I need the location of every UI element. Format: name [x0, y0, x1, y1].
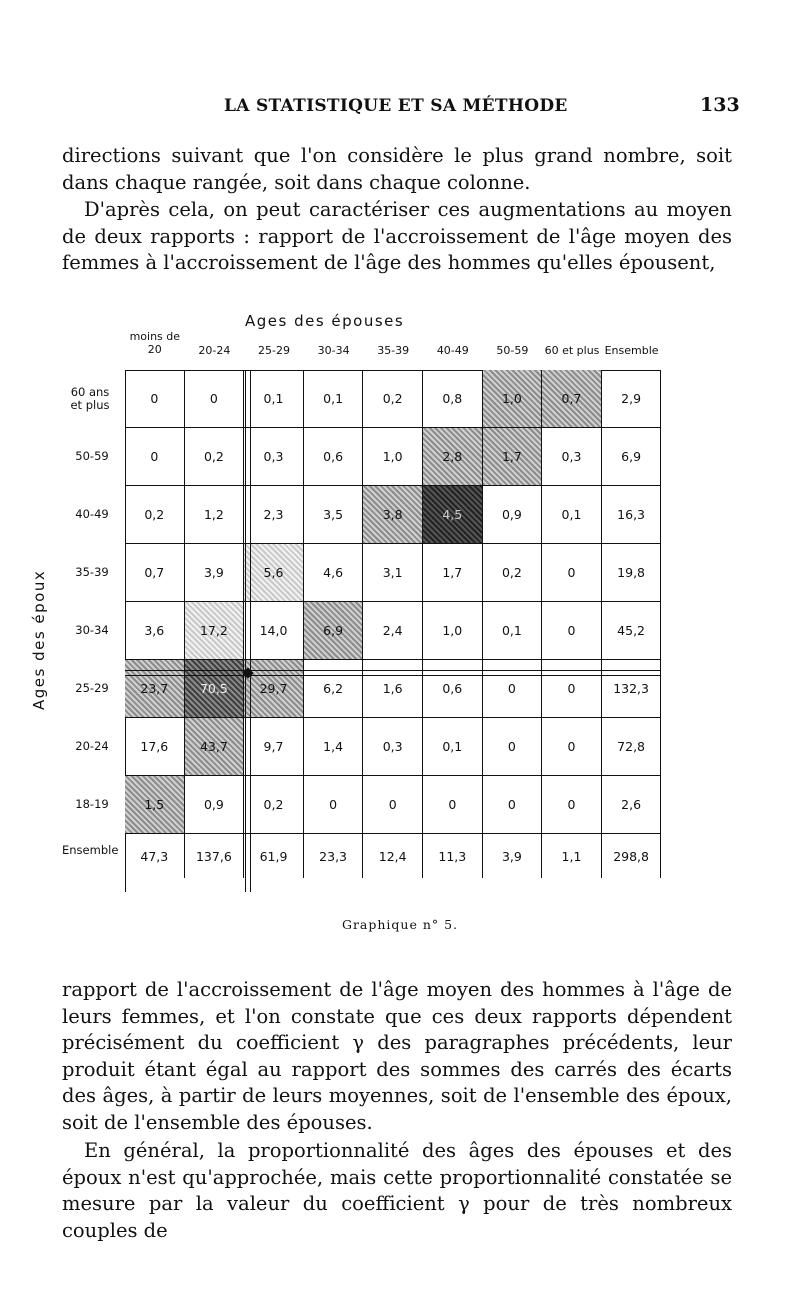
page-header: [0, 94, 800, 124]
table-cell: 61,9: [244, 834, 304, 878]
column-header-1: [121, 330, 189, 356]
table-cell: 1,1: [542, 834, 602, 878]
table-cell: 6,9: [304, 602, 364, 660]
column-axis-title: Ages des épouses: [245, 312, 405, 330]
table-cell: 5,6: [244, 544, 304, 602]
table-cell: 0,3: [363, 718, 423, 776]
column-header-4: [300, 344, 368, 357]
table-cell: 1,0: [363, 428, 423, 486]
table-cell: 1,7: [483, 428, 543, 486]
column-header-line1: moins de: [129, 330, 181, 343]
paragraph-4: En général, la proportionnalité des âges des épouses et des époux n'est qu'approchée, mais cette proportionnalité constatée se mesure par la valeur du coefficient γ pour de très nombreux couples de: [62, 1139, 732, 1242]
table-cell: 17,2: [185, 602, 245, 660]
table-cell: 0,1: [244, 370, 304, 428]
row-header-6: 25-29: [75, 681, 109, 695]
table-cell: 0,9: [185, 776, 245, 834]
table-cell: 3,8: [363, 486, 423, 544]
row-header-4: 35-39: [75, 565, 109, 579]
row-header-3: 40-49: [75, 507, 109, 521]
table-cell: 0,2: [185, 428, 245, 486]
table-cell: 12,4: [363, 834, 423, 878]
table-cell: 0,1: [304, 370, 364, 428]
table-cell: 0,3: [244, 428, 304, 486]
table-cell: 45,2: [602, 602, 662, 660]
column-header-line2: 60 et plus: [544, 344, 600, 357]
table-cell: 0: [483, 718, 543, 776]
table-cell: 0: [542, 544, 602, 602]
table-cell: 11,3: [423, 834, 483, 878]
table-cell: 2,3: [244, 486, 304, 544]
table-cell: 1,7: [423, 544, 483, 602]
table-cell: 2,6: [602, 776, 662, 834]
table-cell: 16,3: [602, 486, 662, 544]
table-cell: 0: [542, 776, 602, 834]
column-header-3: [240, 344, 308, 357]
table-cell: 0,2: [363, 370, 423, 428]
median-line-horizontal: [125, 670, 661, 671]
table-cell: 0,2: [244, 776, 304, 834]
table-cell: 23,7: [125, 660, 185, 718]
row-header-9: Ensemble: [62, 843, 119, 857]
table-cell: 0: [423, 776, 483, 834]
table-cell: 0,1: [483, 602, 543, 660]
table-cell: 0: [542, 660, 602, 718]
column-header-line2: 25-29: [258, 344, 290, 357]
table-cell: 1,0: [423, 602, 483, 660]
table-cell: 0,2: [483, 544, 543, 602]
table-cell: 0,1: [423, 718, 483, 776]
table-cell: 1,4: [304, 718, 364, 776]
table-cell: 0,9: [483, 486, 543, 544]
table-cell: 6,9: [602, 428, 662, 486]
column-header-5: [359, 344, 427, 357]
contingency-grid: [125, 370, 661, 892]
row-header-2: 50-59: [75, 449, 109, 463]
paragraph-3: rapport de l'accroissement de l'âge moyen des hommes à l'âge de leurs femmes, et l'on constate que ces deux rapports dépendent précisément du coefficient γ des paragraphes précédents, leur produit étant égal au rapport des sommes des carrés des écarts des âges, à partir de leurs moyennes, soit de l'ensemble des époux, soit de l'ensemble des épouses.: [62, 978, 732, 1134]
table-cell: 0,2: [125, 486, 185, 544]
table-cell: 3,9: [483, 834, 543, 878]
table-cell: 9,7: [244, 718, 304, 776]
page-number: 133: [700, 94, 740, 116]
table-cell: 0,8: [423, 370, 483, 428]
column-header-line2: Ensemble: [604, 344, 659, 357]
table-cell: 298,8: [602, 834, 662, 878]
table-cell: 132,3: [602, 660, 662, 718]
table-cell: 2,4: [363, 602, 423, 660]
paragraph-1: directions suivant que l'on considère le plus grand nombre, soit dans chaque rangée, soit dans chaque colonne.: [62, 144, 732, 194]
table-cell: 3,1: [363, 544, 423, 602]
paragraph-2: D'après cela, on peut caractériser ces augmentations au moyen de deux rapports : rapport de l'accroissement de l'âge moyen des femmes à l'accroissement de l'âge des hommes qu'elles épousent,: [62, 198, 732, 274]
table-cell: 0: [542, 602, 602, 660]
row-header-7: 20-24: [75, 739, 109, 753]
row-header-8: 18-19: [75, 797, 109, 811]
table-cell: 0: [483, 776, 543, 834]
table-cell: 29,7: [244, 660, 304, 718]
table-cell: 14,0: [244, 602, 304, 660]
table-cell: 3,9: [185, 544, 245, 602]
column-header-6: [419, 344, 487, 357]
table-cell: 1,2: [185, 486, 245, 544]
table-cell: 43,7: [185, 718, 245, 776]
median-line-vertical: [245, 370, 246, 892]
table-cell: 19,8: [602, 544, 662, 602]
table-cell: 0,3: [542, 428, 602, 486]
column-header-line2: 30-34: [317, 344, 350, 357]
table-cell: 0,7: [542, 370, 602, 428]
column-header-2: [181, 344, 249, 357]
median-line-vertical-2: [250, 370, 251, 892]
median-line-horizontal-2: [125, 675, 661, 676]
table-cell: 0: [483, 660, 543, 718]
figure-caption: Graphique n° 5.: [341, 917, 459, 932]
table-cell: 0: [185, 370, 245, 428]
table-cell: 0: [125, 428, 185, 486]
column-header-line2: 20: [147, 343, 162, 356]
table-cell: 1,6: [363, 660, 423, 718]
table-cell: 6,2: [304, 660, 364, 718]
column-header-line2: 40-49: [436, 344, 469, 357]
table-cell: 4,6: [304, 544, 364, 602]
table-cell: 0: [542, 718, 602, 776]
table-cell: 0,1: [542, 486, 602, 544]
column-header-9: [598, 344, 666, 357]
row-header-5: 30-34: [75, 623, 109, 637]
table-cell: 72,8: [602, 718, 662, 776]
column-header-line2: 50-59: [496, 344, 529, 357]
table-cell: 3,5: [304, 486, 364, 544]
table-cell: 23,3: [304, 834, 364, 878]
table-cell: 47,3: [125, 834, 185, 878]
table-cell: 0,6: [304, 428, 364, 486]
column-header-line2: 35-39: [377, 344, 410, 357]
table-cell: 0: [363, 776, 423, 834]
table-cell: 70,5: [185, 660, 245, 718]
table-cell: 0: [304, 776, 364, 834]
table-cell: 0: [125, 370, 185, 428]
table-cell: 4,5: [423, 486, 483, 544]
table-cell: 2,9: [602, 370, 662, 428]
table-cell: 3,6: [125, 602, 185, 660]
row-axis-title: Ages des époux: [30, 569, 48, 710]
table-cell: 0,7: [125, 544, 185, 602]
table-cell: 137,6: [185, 834, 245, 878]
table-cell: 2,8: [423, 428, 483, 486]
table-cell: 0,6: [423, 660, 483, 718]
row-header-1: 60 ans et plus: [70, 385, 110, 412]
column-header-7: [479, 344, 547, 357]
running-title: LA STATISTIQUE ET SA MÉTHODE: [224, 96, 568, 116]
table-cell: 1,0: [483, 370, 543, 428]
table-cell: 17,6: [125, 718, 185, 776]
column-header-line2: 20-24: [198, 344, 231, 357]
figure-graphique-5: [0, 300, 800, 940]
table-cell: 1,5: [125, 776, 185, 834]
column-header-8: [538, 344, 606, 357]
